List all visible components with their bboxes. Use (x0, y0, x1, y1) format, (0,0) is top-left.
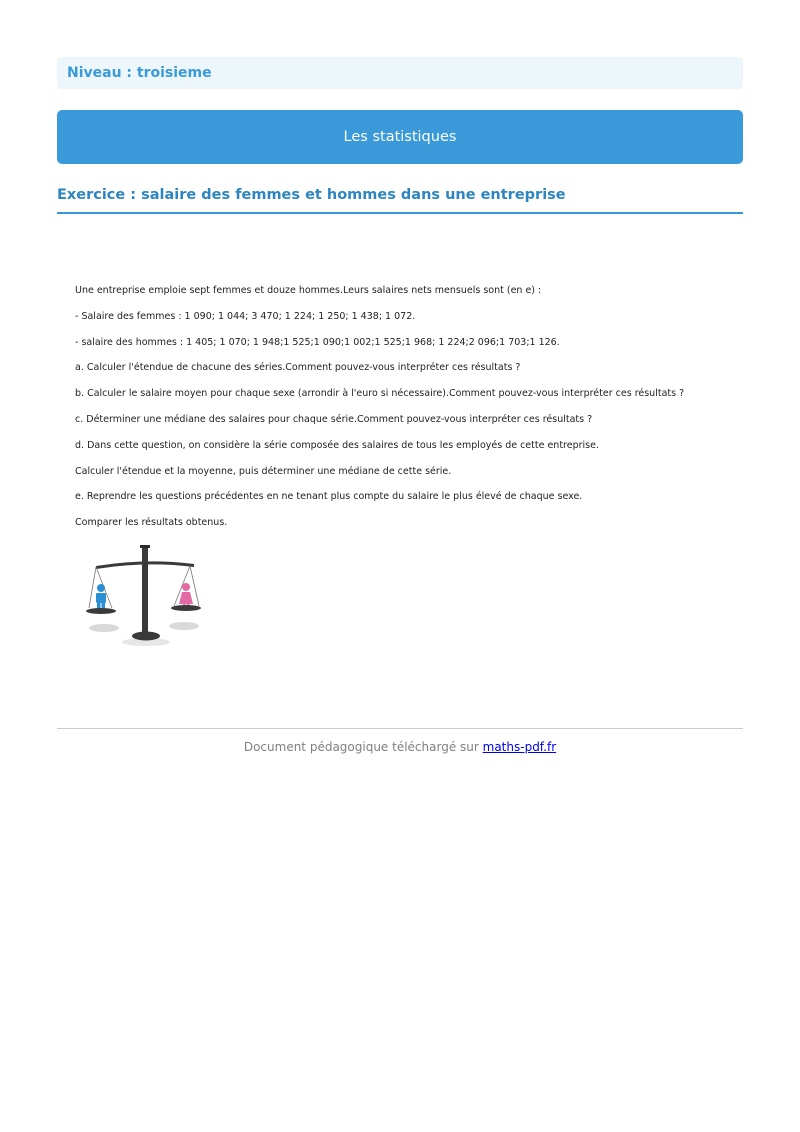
balance-scale-man-woman-icon (84, 544, 210, 648)
question-a: a. Calculer l'étendue de chacune des séries.Comment pouvez-vous interpréter ces résultats ? (75, 362, 521, 374)
question-c: c. Déterminer une médiane des salaires pour chaque série.Comment pouvez-vous interpréter ces résultats ? (75, 413, 593, 425)
question-d-followup: Calculer l'étendue et la moyenne, puis déterminer une médiane de cette série. (75, 465, 452, 477)
exercise-content (75, 283, 735, 541)
footer (57, 740, 743, 754)
footer-divider (57, 728, 743, 729)
question-e: e. Reprendre les questions précédentes en ne tenant plus compte du salaire le plus élevé de chaque sexe. (75, 491, 583, 503)
exercise-heading (57, 184, 743, 214)
chapter-banner (57, 110, 743, 164)
women-salaries-line: - Salaire des femmes : 1 090; 1 044; 3 470; 1 224; 1 250; 1 438; 1 072. (75, 310, 416, 322)
footer-link[interactable]: maths-pdf.fr (482, 740, 557, 754)
footer-text: Document pédagogique téléchargé sur (243, 740, 483, 754)
level-box (57, 57, 743, 89)
question-d: d. Dans cette question, on considère la série composée des salaires de tous les employés de cette entreprise. (75, 439, 599, 451)
men-salaries-line: - salaire des hommes : 1 405; 1 070; 1 948;1 525;1 090;1 002;1 525;1 968; 1 224;2 096;1 703;1 126. (75, 336, 560, 348)
chapter-title: Les statistiques (343, 129, 457, 145)
intro-line: Une entreprise emploie sept femmes et douze hommes.Leurs salaires nets mensuels sont (en e) : (75, 285, 542, 296)
level-label: Niveau : troisieme (67, 65, 212, 81)
question-b: b. Calculer le salaire moyen pour chaque sexe (arrondir à l'euro si nécessaire).Comment pouvez-vous interpréter ces résultats ? (75, 388, 685, 400)
question-e-followup: Comparer les résultats obtenus. (75, 517, 228, 529)
exercise-title: Exercice : salaire des femmes et hommes dans une entreprise (57, 187, 566, 203)
